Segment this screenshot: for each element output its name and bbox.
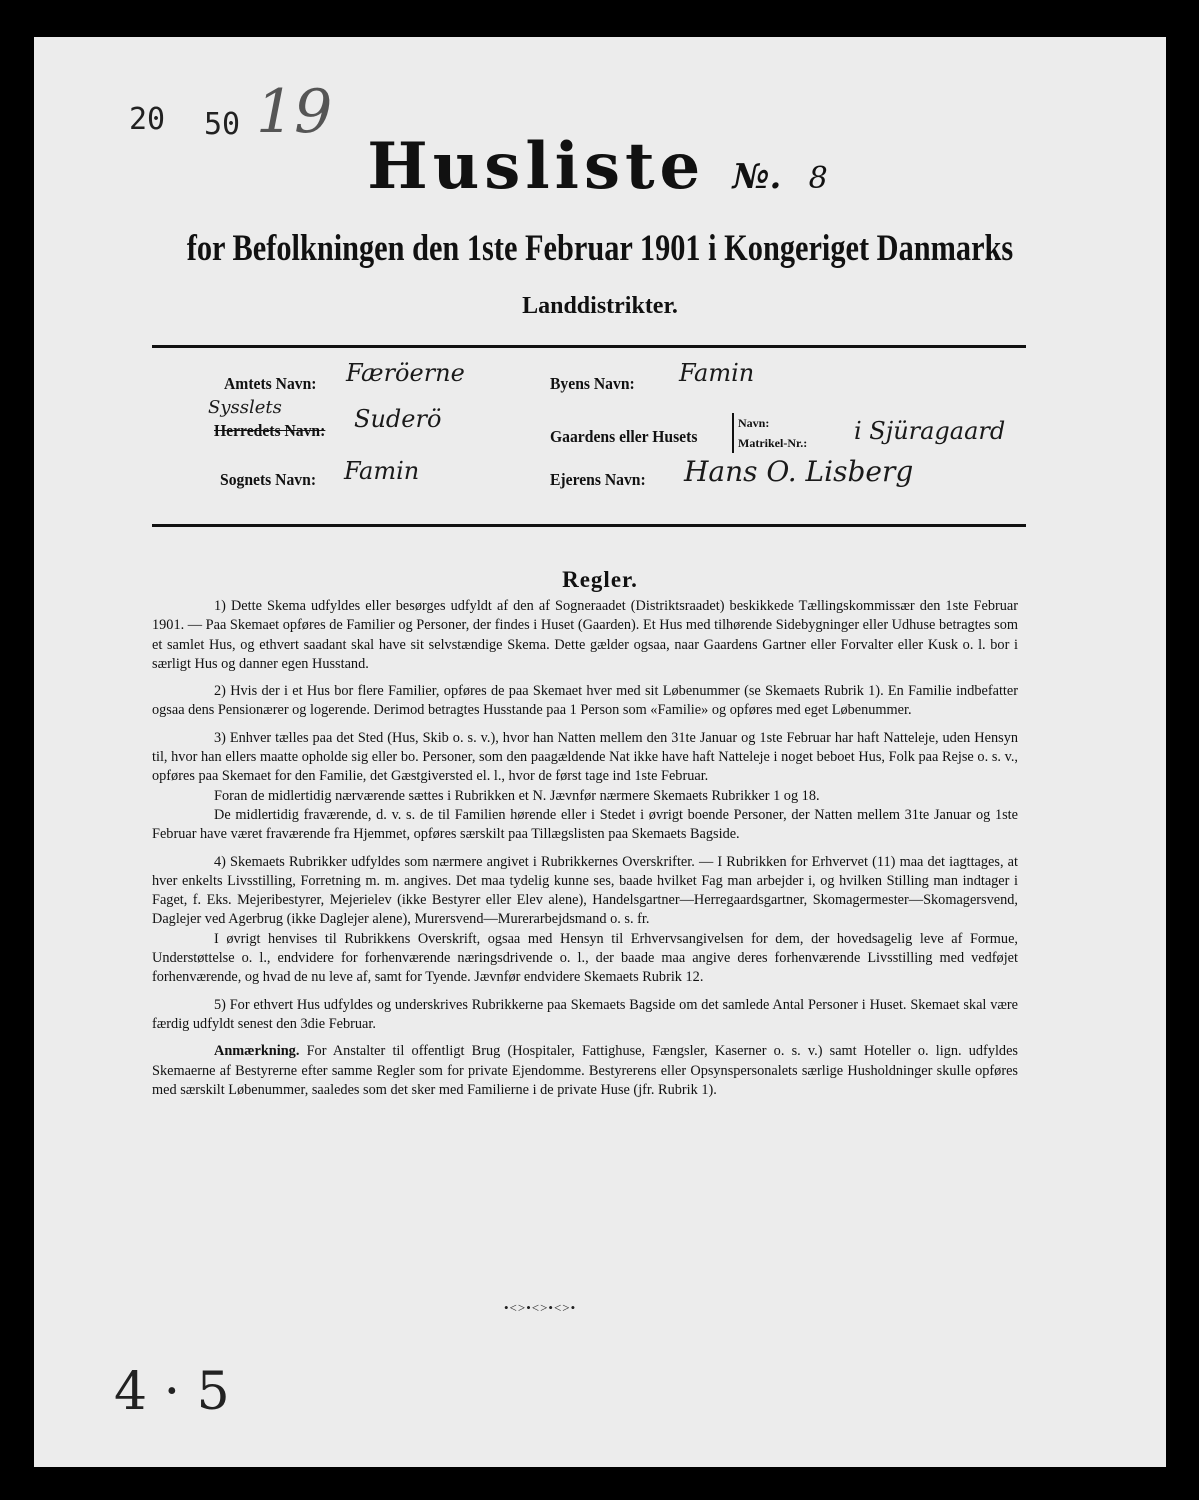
title-text: Husliste — [367, 129, 706, 204]
herred-strikeover: Sysslets — [208, 397, 282, 418]
sogn-value: Famin — [344, 457, 420, 485]
handwritten-page-number: 19 — [256, 77, 333, 147]
form-subtitle: for Befolkningen den 1ste Februar 1901 i Kongeriget Danmarks — [186, 228, 1014, 269]
fields-divider — [152, 524, 1026, 527]
rule-4: 4) Skemaets Rubrikker udfyldes som nærmere angivet i Rubrikkernes Overskrifter. — I Rubrikken for Erhvervet (11) maa det iagttages, at hver enkelts Livsstilling, Forretning m. m. angives. Det maa tydelig kunne ses, baade hvilket Fag man arbejder i, og hvilken Stilling man indtager i Faget, f. Eks. Mejeribestyrer, Mejerielev (ikke Bestyrer eller Elev alene), Handelsgartner—Herregaardsgartner, Skomagermester—Skomagersvend, Daglejer ved Agerbrug (ikke Daglejer alene), Murersvend—Murerarbejdsmand o. s. fr. — [152, 853, 1018, 928]
rules-heading: Regler. — [562, 567, 638, 592]
form-title — [34, 129, 1166, 204]
top-divider — [152, 345, 1026, 348]
herred-label — [214, 421, 325, 441]
ejer-label: Ejerens Navn: — [550, 470, 646, 489]
amt-label: Amtets Navn: — [224, 374, 317, 393]
rule-2: 2) Hvis der i et Hus bor flere Familier, opføres de paa Skemaet hver med sit Løbenummer (se Skemaets Rubrik 1). En Familie indbefatter ogsaa dens Pensionærer og logerende. Derimod betragtes Husstande paa 1 Person som «Familie» og opføres med eget Løbenummer. — [152, 683, 1018, 719]
house-number: 8 — [808, 161, 833, 196]
gaard-sublabels — [732, 413, 807, 453]
gaard-value: i Sjüragaard — [854, 417, 1006, 445]
ornament-divider: •<>•<>•<>• — [504, 1300, 577, 1315]
rule-4-note: I øvrigt henvises til Rubrikkens Overskrift, ogsaa med Hensyn til Erhvervsangivelsen for dem, der hovedsagelig leve af Formue, Understøttelse o. l., endvidere for forhenværende næringsdrivende o. l., der baade maa angive deres forhenværende Livsstilling med vedføjet forhenværende, og hvad de nu leve af, samt for Tyende. Jævnfør endvidere Skemaets Rubrik 12. — [152, 930, 1018, 986]
note-label: Anmærkning. — [214, 1043, 300, 1060]
ejer-value: Hans O. Lisberg — [684, 455, 914, 488]
district-label: Landdistrikter. — [522, 293, 678, 319]
gaard-label: Gaardens eller Husets — [550, 427, 698, 446]
number-sign: №. — [732, 157, 782, 197]
handwritten-bottom-note: 4 · 5 — [114, 1362, 230, 1422]
by-value: Famin — [679, 359, 755, 387]
rules-text — [152, 597, 1018, 1108]
herred-value: Suderö — [354, 405, 442, 433]
rule-3: 3) Enhver tælles paa det Sted (Hus, Skib o. s. v.), hvor han Natten mellem den 31te Januar og 1ste Februar har haft Natteleje, uden Hensyn til, hvor han ellers maatte opholde sig eller bo. Personer, som den paagældende Nat ikke have haft Natteleje i noget beboet Hus, Folk paa Rejse o. s. v., opføres paa Skemaet for den Familie, det Gæstgiversted el. l., hvor de først tage ind 1ste Februar. — [152, 729, 1018, 785]
gaard-navn-label: Navn: — [738, 416, 770, 430]
note-text: For Anstalter til offentligt Brug (Hospitaler, Fattighuse, Fængsler, Kaserner o. s. v.) samt Hoteller o. lign. udfyldes Skemaerne af Bestyrerne efter samme Regler som for private Ejendomme. Bestyrerens eller Opsynspersonalets særlige Husholdninger skulle opføres med særskilt Løbenummer, saaledes som det sker med Familierne i de private Huse (jfr. Rubrik 1). — [152, 1043, 1018, 1098]
by-label: Byens Navn: — [550, 374, 635, 393]
census-form-page — [34, 37, 1166, 1467]
amt-value: Færöerne — [346, 359, 465, 387]
rule-3-note-b: De midlertidig fraværende, d. v. s. de til Familien hørende eller i Stedet i øvrigt boende Personer, der Natten mellem 31te Januar og 1ste Februar have været fraværende fra Hjemmet, opføres særskilt paa Tillægslisten paa Skemaets Bagside. — [152, 806, 1018, 843]
herred-label-text: Herredets Navn: — [214, 421, 326, 440]
gaard-matrikel-label: Matrikel-Nr.: — [738, 436, 808, 450]
rule-5: 5) For ethvert Hus udfyldes og underskrives Rubrikkerne paa Skemaets Bagside om det samlede Antal Personer i Huset. Skemaet skal være færdig udfyldt senest den 3die Februar. — [152, 996, 1018, 1032]
note-paragraph — [152, 1042, 1018, 1100]
stamp-number-1: 20 — [129, 102, 166, 137]
sogn-label: Sognets Navn: — [220, 470, 317, 489]
rule-1: 1) Dette Skema udfyldes eller besørges udfyldt af den af Sogneraadet (Distriktsraadet) beskikkede Tællingskommissær den 1ste Februar 1901. — Paa Skemaet opføres de Familier og Personer, der findes i Huset (Gaarden). Et Hus med tilhørende Sidebygninger eller Udhuse betragtes som et samlet Hus, og ethvert saadant skal have sit selvstændige Skema. Dette gælder ogsaa, naar Gaardens Gartner eller Forvalter eller Kusk o. l. bor i særligt Hus og danner egen Husstand. — [152, 598, 1018, 672]
rule-3-note-a: Foran de midlertidig nærværende sættes i Rubrikken et N. Jævnfør nærmere Skemaets Rubrikker 1 og 18. — [214, 787, 820, 804]
stamp-number-2: 50 — [204, 107, 241, 142]
